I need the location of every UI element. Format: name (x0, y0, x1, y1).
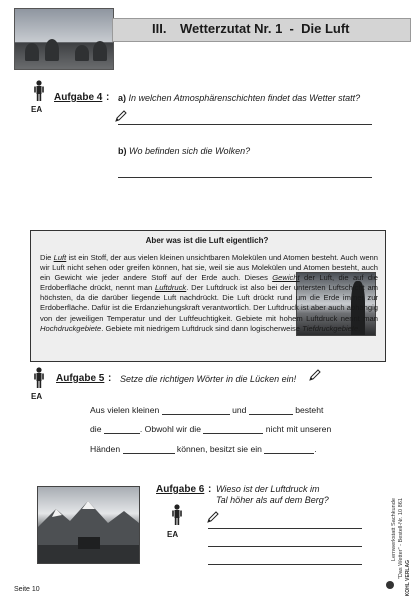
task4-question-a (118, 93, 360, 103)
ea-label: EA (31, 392, 43, 401)
info-box-text (40, 253, 378, 334)
info-text-part: . Der Luftdruck ist also bei der untersten Luftschicht am höchsten, da die darüber liegende Luft nachdrückt. Die Luft drückt rund um die Erde immer zur Erdoberfläche. Dafür ist die Erdanziehungskraft verantwortlich. Der Luftdruck ist aber auch abhängig von der jeweiligen Temperatur und der Luftfeuchtigkeit. Gebiete mit hohem Luftdruck nennt man (40, 283, 378, 323)
pencil-icon (114, 109, 128, 123)
page-title: Wetterzutat Nr. 1 - Die Luft (180, 21, 350, 36)
sidebar-line-1: Lernwerkstatt Sachkunde (391, 498, 397, 562)
person-icon (171, 504, 183, 526)
task4-label: Aufgabe 4 (54, 92, 103, 103)
info-term-gewicht: Gewicht (272, 273, 300, 283)
person-icon (33, 80, 45, 102)
task6-colon: : (208, 484, 212, 495)
task4-b-letter: b) (118, 146, 127, 156)
info-term-hochdruck: Hochdruckgebiete (40, 323, 102, 333)
gap-text: besteht (295, 405, 324, 415)
pencil-icon (308, 368, 322, 382)
info-text-part: der Luft, die auf die Erdoberfläche drückt, nennt man (40, 273, 378, 293)
task6-question-line: Tal höher als auf dem Berg? (216, 495, 329, 505)
gap-blank[interactable] (203, 423, 263, 434)
header-photo (14, 8, 114, 70)
answer-line[interactable] (208, 546, 362, 547)
ea-label: EA (31, 105, 43, 114)
gap-text: Händen (90, 444, 121, 454)
task4-a-text: In welchen Atmosphärenschichten findet das Wetter statt? (128, 93, 361, 103)
task5-label: Aufgabe 5 (56, 373, 105, 384)
gap-blank[interactable] (123, 443, 175, 454)
gap-line-3 (90, 443, 317, 454)
task4-colon: : (106, 92, 110, 103)
gap-text: . Obwohl wir die (139, 424, 201, 434)
person-icon (33, 367, 45, 389)
info-text-part: Die (40, 253, 54, 262)
gap-blank[interactable] (162, 404, 230, 415)
gap-blank[interactable] (264, 443, 317, 454)
publisher-icon (383, 580, 397, 590)
answer-line[interactable] (118, 177, 372, 178)
ea-label: EA (167, 530, 179, 539)
gap-text: und (232, 405, 247, 415)
gap-blank[interactable] (104, 423, 140, 434)
info-text-part: . (358, 323, 361, 333)
chapter-number: III. (152, 21, 167, 36)
gap-blank[interactable] (249, 404, 293, 415)
gap-line-1 (90, 404, 323, 415)
info-term-luft: Luft (53, 253, 67, 262)
task4-b-text: Wo befinden sich die Wolken? (129, 146, 251, 156)
page-number: Seite 10 (14, 586, 40, 593)
gap-text: die (90, 424, 102, 434)
answer-line[interactable] (208, 564, 362, 565)
gap-line-2 (90, 423, 331, 434)
gap-text: Aus vielen kleinen (90, 405, 160, 415)
sidebar-line-2: "Das Wetter" - Bestell-Nr. 10 861 (398, 498, 404, 580)
task4-question-b (118, 146, 250, 156)
info-text-part: . Gebiete mit niedrigem Luftdruck sind dann logischerweise (101, 323, 303, 333)
info-term-tiefdruck: Tiefdruckgebiete (302, 323, 359, 333)
gap-text: können, besitzt sie ein (176, 444, 262, 454)
answer-line[interactable] (208, 528, 362, 529)
answer-line[interactable] (118, 124, 372, 125)
task6-question (216, 484, 329, 506)
gap-text: nicht mit unseren (265, 424, 332, 434)
task5-colon: : (108, 373, 112, 384)
pencil-icon (206, 510, 220, 524)
task6-label: Aufgabe 6 (156, 484, 205, 495)
info-term-luftdruck: Luftdruck (154, 283, 187, 293)
info-text-part: ist ein Stoff, der aus vielen kleinen unsichtbaren Molekülen und Atomen besteht. Auch wenn wir Luft nicht sehen oder greifen können, hat sie, weil sie aus Molekülen und Atomen besteht, auch ein Gewicht wie jeder andere Stoff auf der Erde auch. Dieses (40, 253, 378, 283)
task5-instruction: Setze die richtigen Wörter in die Lücken ein! (120, 374, 297, 384)
mountain-valley-photo (37, 486, 140, 564)
mountain-drawing (38, 487, 139, 563)
task4-a-letter: a) (118, 93, 127, 103)
task6-question-line: Wieso ist der Luftdruck im (216, 484, 320, 494)
info-box-title: Aber was ist die Luft eigentlich? (145, 236, 269, 245)
publisher-logo: KOHL VERLAG (405, 560, 411, 597)
gap-text: . (314, 444, 317, 454)
